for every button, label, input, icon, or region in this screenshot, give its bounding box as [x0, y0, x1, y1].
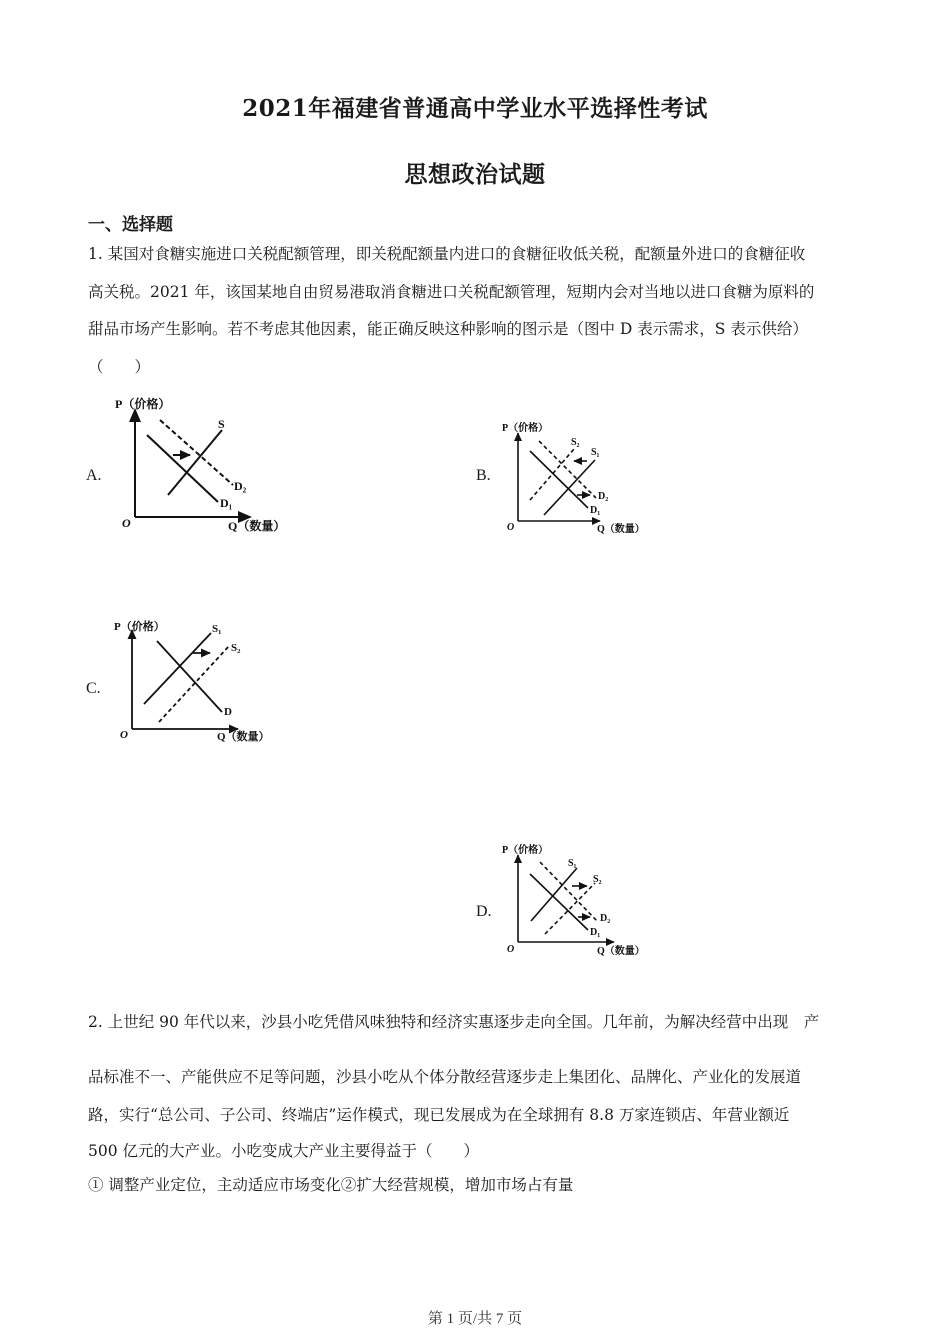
- curve-label: S₁: [568, 858, 577, 869]
- origin-label: O: [507, 944, 515, 955]
- curve-label: D₂: [598, 491, 609, 502]
- x-axis-label: Q（数量）: [597, 524, 645, 535]
- y-axis-label: P（价格）: [502, 845, 549, 856]
- curve-label: S₁: [212, 623, 222, 635]
- y-axis-label: P（价格）: [502, 423, 549, 434]
- question-2-option-line: ① 调整产业定位，主动适应市场变化②扩大经营规模，增加市场占有量: [88, 1176, 574, 1194]
- origin-label: O: [122, 516, 131, 530]
- curve-label: D₂: [234, 479, 247, 493]
- y-axis-label: P（价格）: [114, 621, 165, 633]
- option-d-label[interactable]: D.: [476, 903, 492, 920]
- exam-subtitle: 思想政治试题: [404, 161, 546, 188]
- option-b-label[interactable]: B.: [476, 467, 491, 484]
- question-2-line: 2. 上世纪 90 年代以来，沙县小吃凭借风味独特和经济实惠逐步走向全国。几年前，为解决经营中出现 产: [88, 1013, 820, 1031]
- option-a-label[interactable]: A.: [86, 467, 102, 484]
- question-1-line: 高关税。2021 年，该国某地自由贸易港取消食糖进口关税配额管理，短期内会对当地以进口食糖为原料的: [88, 282, 815, 301]
- question-1-line: （ ）: [88, 357, 151, 376]
- question-1: [88, 236, 860, 386]
- question-2-line: 路，实行“总公司、子公司、终端店”运作模式，现已发展成为在全球拥有 8.8 万家连锁店、年营业额近: [88, 1105, 790, 1124]
- exam-title: 2021年福建省普通高中学业水平选择性考试: [242, 95, 708, 122]
- option-b-graph: [495, 415, 660, 540]
- question-2-line: 品标准不一、产能供应不足等问题，沙县小吃从个体分散经营逐步走上集团化、品牌化、产业化的发展道: [88, 1068, 802, 1086]
- option-c-label[interactable]: C.: [86, 680, 101, 697]
- question-1-line: 甜品市场产生影响。若不考虑其他因素，能正确反映这种影响的图示是（图中 D 表示需求，S 表示供给）: [88, 320, 808, 338]
- curve-label: S: [218, 417, 225, 431]
- curve-label: D₂: [600, 913, 611, 924]
- question-2-line: 500 亿元的大产业。小吃变成大产业主要得益于（ ）: [88, 1142, 480, 1160]
- y-axis-label: P（价格）: [115, 397, 171, 411]
- origin-label: O: [507, 522, 515, 533]
- curve-label: S₂: [231, 642, 241, 654]
- x-axis-label: Q（数量）: [228, 519, 286, 533]
- curve-label: D₁: [590, 927, 601, 938]
- option-d-graph: [495, 838, 660, 963]
- curve-label: S₂: [593, 874, 602, 885]
- option-a-graph: [100, 390, 310, 540]
- x-axis-label: Q（数量）: [597, 946, 645, 957]
- curve-label: D: [224, 706, 232, 718]
- question-1-line: 1. 某国对食糖实施进口关税配额管理，即关税配额量内进口的食糖征收低关税，配额量外进口的食糖征收: [88, 245, 806, 263]
- origin-label: O: [120, 729, 128, 741]
- curve-label: D₁: [590, 505, 601, 516]
- question-2: [88, 1004, 860, 1206]
- option-c-graph: [100, 612, 290, 747]
- page-number: 第 1 页/共 7 页: [427, 1311, 523, 1327]
- curve-label: D₁: [220, 496, 233, 510]
- x-axis-label: Q（数量）: [217, 731, 270, 743]
- curve-label: S₂: [571, 437, 580, 448]
- section-heading: 一、选择题: [88, 215, 173, 235]
- curve-label: S₁: [591, 447, 600, 458]
